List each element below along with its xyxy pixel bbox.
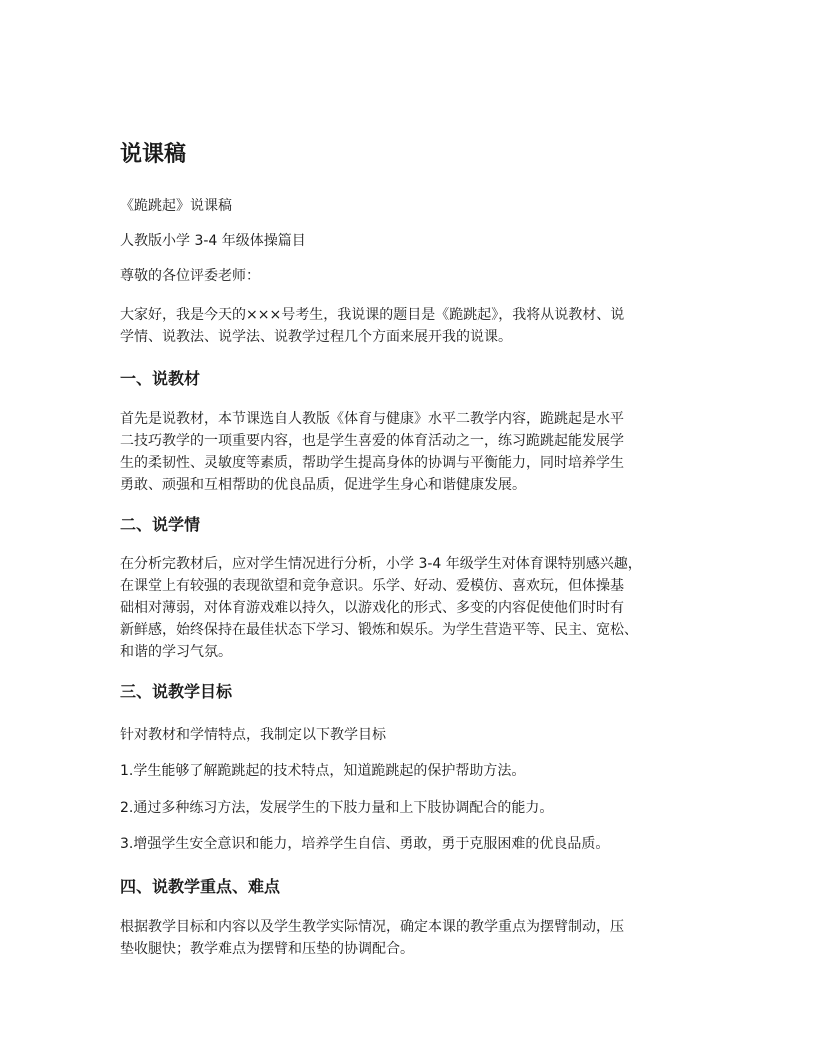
objective-item-2: 2.通过多种练习方法，发展学生的下肢力量和上下肢协调配合的能力。 (120, 800, 554, 816)
section-heading-objectives: 三、说教学目标 (120, 682, 233, 701)
paragraph-line: 根据教学目标和内容以及学生教学实际情况，确定本课的教学重点为摆臂制动，压 (120, 919, 624, 935)
paragraph-line: 在课堂上有较强的表现欲望和竞争意识。乐学、好动、爱模仿、喜欢玩，但体操基 (120, 578, 624, 594)
paragraph-line: 勇敢、顽强和互相帮助的优良品质，促进学生身心和谐健康发展。 (120, 477, 526, 493)
section-heading-key-points: 四、说教学重点、难点 (120, 877, 281, 896)
section-paragraph-student-analysis (120, 553, 700, 663)
section-heading-student-analysis: 二、说学情 (120, 515, 201, 534)
paragraph-line: 和谐的学习气氛。 (120, 644, 232, 660)
section-paragraph-textbook (120, 408, 700, 496)
paragraph-line: 学情、说教法、说学法、说教学过程几个方面来展开我的说课。 (120, 329, 512, 345)
textbook-line: 人教版小学 3-4 年级体操篇目 (120, 233, 306, 249)
paragraph-line: 大家好，我是今天的×××号考生，我说课的题目是《跪跳起》，我将从说教材、说 (120, 307, 625, 323)
paragraph-line: 生的柔韧性、灵敏度等素质，帮助学生提高身体的协调与平衡能力，同时培养学生 (120, 455, 624, 471)
paragraph-line: 础相对薄弱，对体育游戏难以持久，以游戏化的形式、多变的内容促使他们时时有 (120, 600, 624, 616)
document-title: 说课稿 (120, 142, 187, 167)
paragraph-line: 首先是说教材，本节课选自人教版《体育与健康》水平二教学内容，跪跳起是水平 (120, 411, 624, 427)
section-paragraph-key-points (120, 916, 700, 960)
paragraph-line: 在分析完教材后，应对学生情况进行分析，小学 3-4 年级学生对体育课特别感兴趣， (120, 556, 642, 572)
objective-item-3: 3.增强学生安全意识和能力，培养学生自信、勇敢，勇于克服困难的优良品质。 (120, 836, 610, 852)
greeting: 尊敬的各位评委老师： (120, 268, 260, 284)
objectives-intro: 针对教材和学情特点，我制定以下教学目标 (120, 727, 386, 743)
lesson-title: 《跪跳起》说课稿 (120, 198, 232, 214)
paragraph-line: 垫收腿快；教学难点为摆臂和压垫的协调配合。 (120, 941, 414, 957)
section-heading-textbook: 一、说教材 (120, 369, 201, 388)
paragraph-line: 新鲜感，始终保持在最佳状态下学习、锻炼和娱乐。为学生营造平等、民主、宽松、 (120, 622, 638, 638)
paragraph-line: 二技巧教学的一项重要内容，也是学生喜爱的体育活动之一，练习跪跳起能发展学 (120, 433, 624, 449)
objective-item-1: 1.学生能够了解跪跳起的技术特点，知道跪跳起的保护帮助方法。 (120, 763, 526, 779)
opening-paragraph (120, 304, 700, 348)
